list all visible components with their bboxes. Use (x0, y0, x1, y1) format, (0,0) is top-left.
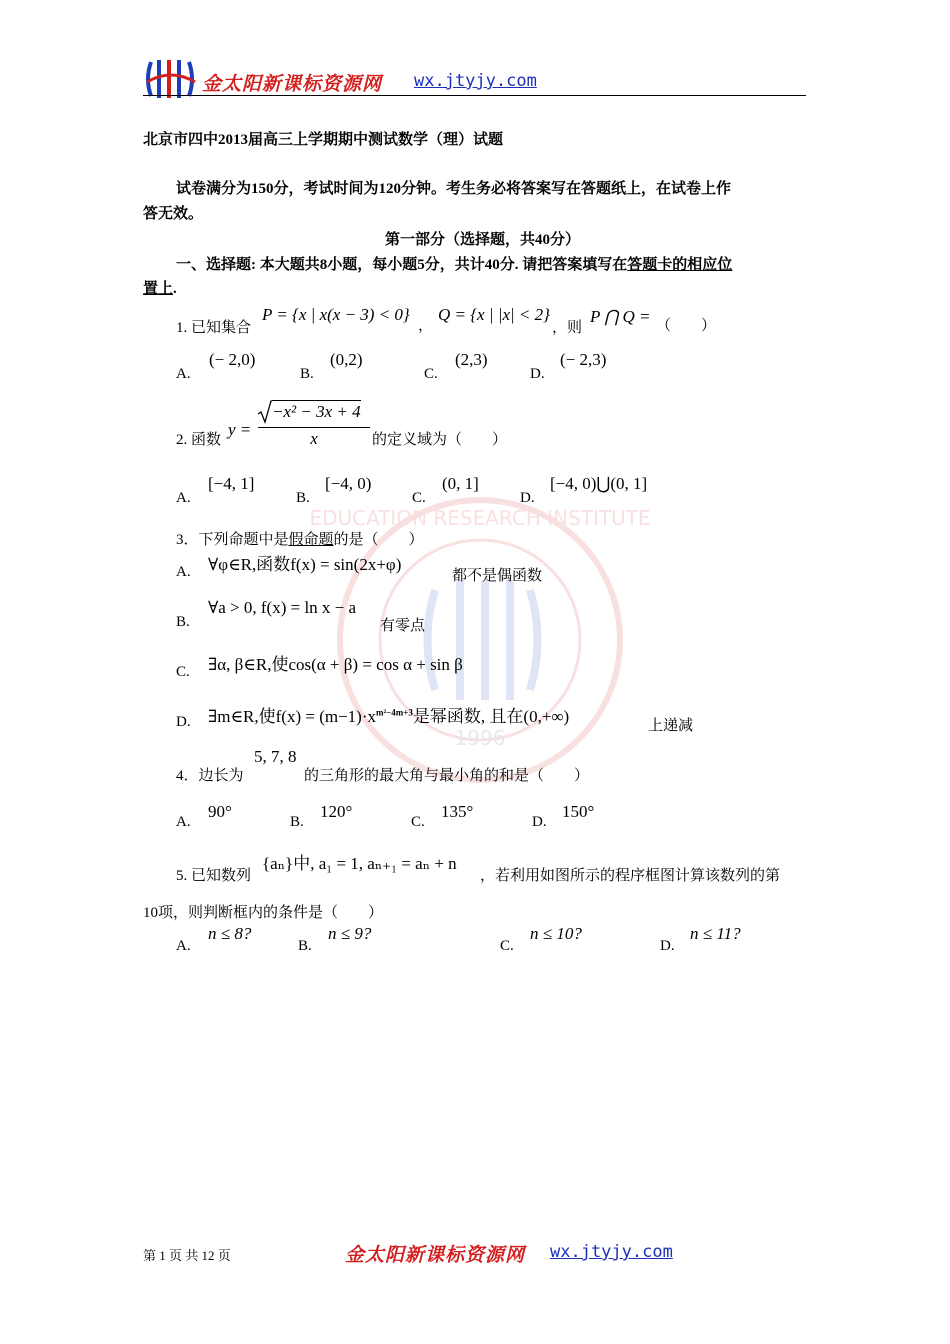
footer-page-number: 第 1 页 共 12 页 (143, 1248, 231, 1263)
q5-stem-c: 10项，则判断框内的条件是（ ） (143, 905, 384, 921)
q1-option-b-value: (0,2) (330, 350, 363, 369)
q5-option-d-value: n ≤ 11? (690, 924, 741, 943)
q3-option-a-math: ∀φ∈R,函数f(x) = sin(2x+φ) (208, 555, 402, 574)
q1-stem: 1. 已知集合 (176, 320, 252, 336)
q3-option-d-exponent: m²−4m+3 (375, 707, 413, 718)
q2-option-b-value: [−4, 0) (325, 474, 372, 493)
q5-option-c-value: n ≤ 10? (530, 924, 582, 943)
q3-option-a-tail: 都不是偶函数 (452, 568, 543, 584)
q3-option-b-math: ∀a > 0, f(x) = ln x − a (208, 598, 357, 617)
q3-stem-b: 的是（ ） (333, 532, 424, 548)
q1-option-c-value: (2,3) (455, 350, 488, 369)
q4-option-d-label[interactable]: D. (532, 814, 547, 830)
section1-instructions (176, 253, 732, 274)
q3-option-d-math-b: 是幂函数, 且在(0,+∞) (412, 707, 570, 726)
q1-set-q: Q = {x | |x| < 2} (438, 305, 550, 324)
q3-stem-a: 3．下列命题中是 (176, 532, 289, 548)
q2-y-eq: y = (228, 420, 252, 439)
section1-text-period: . (173, 281, 177, 297)
q4-option-a-value: 90° (208, 802, 232, 821)
q3-option-d-math (208, 702, 569, 727)
q2-sqrt (258, 400, 370, 424)
q2-fraction (258, 400, 370, 449)
q3-option-c-label[interactable]: C. (176, 664, 190, 680)
q5-option-a-label[interactable]: A. (176, 938, 191, 954)
q2-option-c-label[interactable]: C. (412, 490, 426, 506)
q4-option-c-label[interactable]: C. (411, 814, 425, 830)
footer-brand: 金太阳新课标资源网 (345, 1244, 526, 1266)
q3-option-b-tail: 有零点 (380, 618, 426, 634)
header-rule (143, 95, 806, 96)
q5-stem-b: ，若利用如图所示的程序框图计算该数列的第 (480, 868, 781, 884)
q3-stem (176, 528, 424, 549)
q2-stem-b: 的定义域为（ ） (372, 432, 508, 448)
q5-option-b-value: n ≤ 9? (328, 924, 372, 943)
section1-text-a: 一、选择题: 本大题共8小题，每小题5分，共计40分. 请把答案填写在 (176, 257, 628, 273)
q5-sequence: {aₙ}中, a₁ = 1, aₙ₊₁ = aₙ + n (262, 854, 457, 873)
q1-paren: （ ） (656, 318, 717, 334)
footer-url-link[interactable]: wx.jtyjy.com (550, 1242, 673, 1262)
q4-option-b-value: 120° (320, 802, 353, 821)
part1-title: 第一部分（选择题，共40分） (385, 232, 581, 248)
section1-text-underlined-2: 置上 (143, 281, 174, 297)
q3-option-d-math-a: ∃m∈R,使f(x) = (m−1)·x (208, 707, 376, 726)
q3-option-d-tail: 上递减 (648, 718, 694, 734)
q5-option-c-label[interactable]: C. (500, 938, 514, 954)
sqrt-icon (258, 400, 272, 424)
q1-then: ，则 (552, 320, 583, 336)
q1-option-a-value: (− 2,0) (209, 350, 256, 369)
section1-text-underlined: 答题卡的相应位 (627, 257, 733, 273)
q2-numerator: −x² − 3x + 4 (272, 402, 361, 421)
watermark-year: 1996 (454, 726, 506, 750)
q2-option-c-value: (0, 1] (442, 474, 479, 493)
q2-option-d-label[interactable]: D. (520, 490, 535, 506)
q3-option-a-label[interactable]: A. (176, 564, 191, 580)
q4-stem: 4．边长为 (176, 768, 244, 784)
q4-option-d-value: 150° (562, 802, 595, 821)
q5-stem: 5. 已知数列 (176, 868, 252, 884)
q2-option-a-value: [−4, 1] (208, 474, 255, 493)
q2-denominator: x (310, 429, 318, 448)
section1-instructions-cont (143, 277, 177, 298)
q5-option-a-value: n ≤ 8? (208, 924, 252, 943)
header-brand: 金太阳新课标资源网 (202, 73, 383, 95)
watermark-ring-text: EDUCATION RESEARCH INSTITUTE (309, 506, 651, 530)
q1-expr: P ⋂ Q = (590, 307, 651, 326)
q1-option-c-label[interactable]: C. (424, 366, 438, 382)
q3-option-d-label[interactable]: D. (176, 714, 191, 730)
q1-set-p: P = {x | x(x − 3) < 0} (262, 305, 410, 324)
q3-stem-underlined: 假命题 (288, 532, 334, 548)
q5-option-b-label[interactable]: B. (298, 938, 312, 954)
q4-option-a-label[interactable]: A. (176, 814, 191, 830)
q2-option-a-label[interactable]: A. (176, 490, 191, 506)
intro-line-1: 试卷满分为150分，考试时间为120分钟。考生务必将答案写在答题纸上，在试卷上作 (176, 181, 732, 197)
q4-stem-b: 的三角形的最大角与最小角的和是（ ） (304, 768, 590, 784)
q2-option-d-value: [−4, 0)⋃(0, 1] (550, 474, 648, 493)
logo-icon (143, 58, 199, 100)
q1-option-b-label[interactable]: B. (300, 366, 314, 382)
q5-option-d-label[interactable]: D. (660, 938, 675, 954)
q1-option-a-label[interactable]: A. (176, 366, 191, 382)
intro-line-2: 答无效。 (143, 206, 204, 222)
page-title: 北京市四中2013届高三上学期期中测试数学（理）试题 (143, 132, 504, 148)
q1-option-d-label[interactable]: D. (530, 366, 545, 382)
q4-option-c-value: 135° (441, 802, 474, 821)
q3-option-b-label[interactable]: B. (176, 614, 190, 630)
q3-option-c-math: ∃α, β∈R,使cos(α + β) = cos α + sin β (208, 655, 463, 674)
q2-stem: 2. 函数 (176, 432, 222, 448)
q2-option-b-label[interactable]: B. (296, 490, 310, 506)
q4-sides: 5, 7, 8 (254, 747, 297, 766)
q1-option-d-value: (− 2,3) (560, 350, 607, 369)
q1-comma: ， (418, 318, 434, 334)
q4-option-b-label[interactable]: B. (290, 814, 304, 830)
header-url-link[interactable]: wx.jtyjy.com (414, 71, 537, 91)
